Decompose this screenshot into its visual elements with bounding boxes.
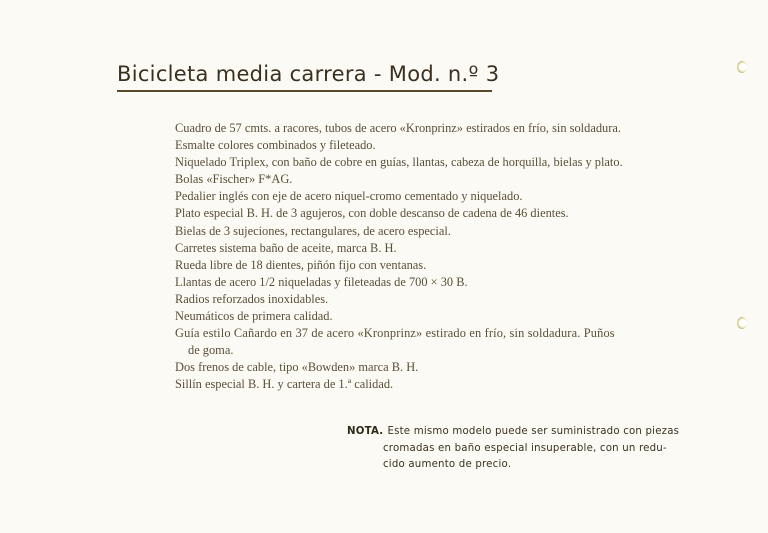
binder-hole-bottom — [737, 317, 747, 329]
note-text-line: cromadas en baño especial insuperable, con un redu- — [383, 442, 667, 454]
note-label: NOTA. — [347, 426, 384, 437]
spec-item: Bolas «Fischer» F*AG. — [175, 172, 293, 187]
spec-item: Rueda libre de 18 dientes, piñón fijo con ventanas. — [175, 257, 427, 272]
spec-item: Sillín especial B. H. y cartera de 1.ª calidad. — [175, 377, 394, 392]
spec-item: Esmalte colores combinados y fileteado. — [175, 138, 376, 153]
spec-item: Carretes sistema baño de aceite, marca B. H. — [175, 240, 397, 255]
spec-item: Llantas de acero 1/2 niqueladas y fileteadas de 700 × 30 B. — [175, 274, 468, 289]
spec-item-line: Guía estilo Cañardo en 37 de acero «Kronprinz» estirado en frío, sin soldadura. Puños — [175, 326, 615, 341]
binder-hole-top — [737, 61, 747, 73]
spec-item: Bielas de 3 sujeciones, rectangulares, de acero especial. — [175, 223, 451, 238]
spec-item-continuation: de goma. — [188, 343, 234, 358]
spec-item: Pedalier inglés con eje de acero niquel-cromo cementado y niquelado. — [175, 189, 523, 204]
spec-item: Dos frenos de cable, tipo «Bowden» marca B. H. — [175, 360, 419, 375]
spec-item: Neumáticos de primera calidad. — [175, 309, 333, 324]
page-title: Bicicleta media carrera - Mod. n.º 3 — [117, 60, 492, 92]
spec-item: Niquelado Triplex, con baño de cobre en guías, llantas, cabeza de horquilla, bielas y plato. — [175, 155, 623, 170]
spec-item: Cuadro de 57 cmts. a racores, tubos de acero «Kronprinz» estirados en frío, sin soldadura. — [175, 121, 621, 135]
spec-item: Radios reforzados inoxidables. — [175, 291, 329, 306]
note-text-line: cido aumento de precio. — [383, 459, 512, 470]
note-block — [347, 424, 707, 474]
spec-list — [175, 120, 705, 394]
spec-item-guia — [175, 325, 705, 359]
spec-item: Plato especial B. H. de 3 agujeros, con doble descanso de cadena de 46 dientes. — [175, 206, 569, 221]
note-text-line: Este mismo modelo puede ser suministrado con piezas — [387, 426, 680, 437]
